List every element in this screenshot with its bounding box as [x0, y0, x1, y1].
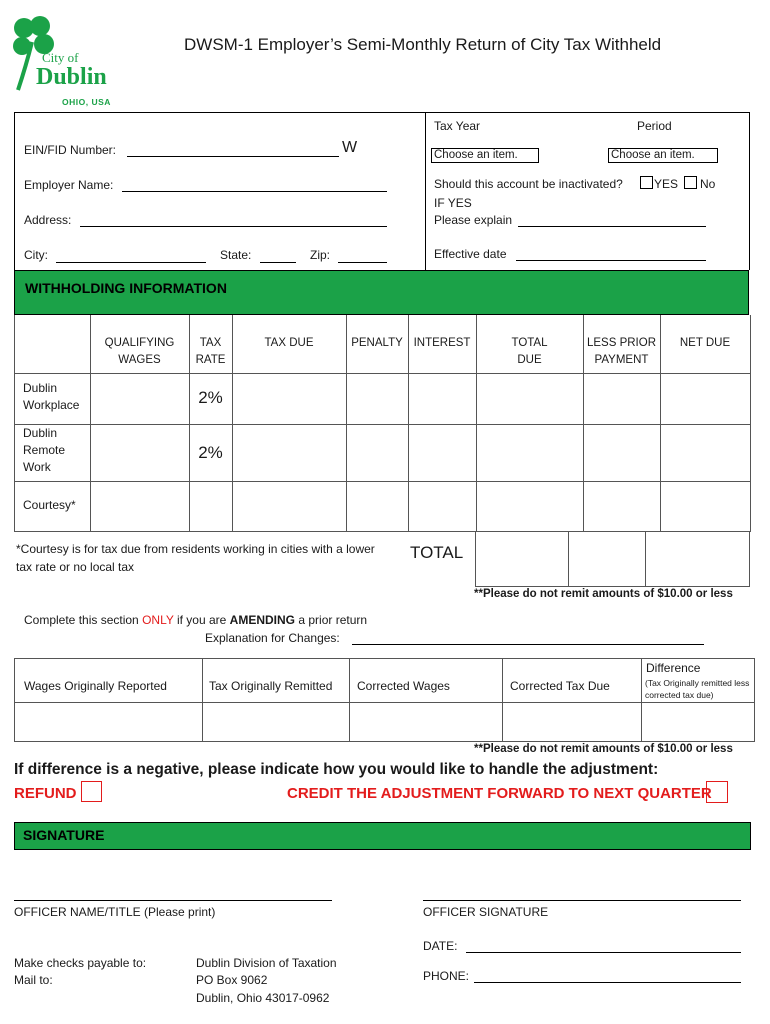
total-box	[475, 532, 750, 587]
no-checkbox[interactable]	[684, 176, 697, 189]
col-difference-sub: (Tax Originally remitted less corrected tax due)	[645, 678, 750, 700]
employer-label: Employer Name:	[24, 178, 114, 192]
officer-signature-input[interactable]	[423, 900, 741, 901]
row-label-courtesy: Courtesy*	[23, 498, 76, 512]
please-explain-label: Please explain	[434, 213, 513, 227]
employer-input[interactable]	[122, 191, 387, 192]
total-label: TOTAL	[410, 543, 464, 562]
input-wages-originally-reported[interactable]	[16, 704, 201, 741]
remit-note-2: **Please do not remit amounts of $10.00 or less	[474, 743, 733, 755]
withholding-heading	[14, 270, 749, 315]
courtesy-note: *Courtesy is for tax due from residents working in cities with a lower tax rate or no local tax	[16, 542, 375, 574]
ein-input[interactable]	[127, 156, 339, 157]
zip-input[interactable]	[338, 262, 387, 263]
signature-heading	[14, 822, 751, 850]
input-difference[interactable]	[642, 704, 754, 741]
phone-label: PHONE:	[423, 969, 470, 983]
amending-table	[14, 658, 755, 742]
col-corrected-wages: Corrected Wages	[357, 679, 450, 693]
effective-date-label: Effective date	[434, 247, 507, 261]
credit-label: CREDIT THE ADJUSTMENT FORWARD TO NEXT QUARTER	[287, 785, 712, 802]
yes-label: YES	[654, 177, 679, 191]
date-label: DATE:	[423, 939, 458, 953]
mail-label: Mail to:	[14, 973, 53, 987]
adjustment-question: If difference is a negative, please indicate how you would like to handle the adjustment:	[14, 761, 659, 778]
amending-intro: Complete this section ONLY if you are AMENDING a prior return	[24, 613, 368, 627]
rate-remote: 2%	[198, 443, 223, 462]
input-corrected-wages[interactable]	[350, 704, 501, 741]
phone-input[interactable]	[474, 982, 741, 983]
remit-note-1: **Please do not remit amounts of $10.00 or less	[474, 588, 733, 600]
form-title: DWSM-1 Employer’s Semi-Monthly Return of City Tax Withheld	[184, 35, 662, 54]
period-select[interactable]: Choose an item.	[608, 148, 718, 163]
inactivate-question: Should this account be inactivated?	[434, 177, 623, 191]
address-label: Address:	[24, 213, 72, 227]
officer-name-input[interactable]	[14, 900, 332, 901]
explanation-input[interactable]	[352, 644, 704, 645]
po-box: PO Box 9062	[196, 973, 268, 987]
refund-label: REFUND	[14, 785, 77, 802]
payee: Dublin Division of Taxation	[196, 956, 337, 970]
refund-checkbox[interactable]	[81, 781, 102, 802]
tax-year-label: Tax Year	[434, 119, 481, 133]
input-workplace-wages[interactable]	[91, 374, 188, 423]
payable-label: Make checks payable to:	[14, 956, 147, 970]
effective-date-input[interactable]	[516, 260, 706, 261]
col-qualifying-wages: QUALIFYING WAGES	[104, 337, 175, 366]
withholding-table	[14, 315, 750, 532]
if-yes-label: IF YES	[434, 196, 472, 210]
input-corrected-tax-due[interactable]	[503, 704, 640, 741]
credit-checkbox[interactable]	[706, 781, 728, 803]
logo-ohio: OHIO, USA	[62, 97, 111, 107]
col-corrected-tax-due: Corrected Tax Due	[510, 679, 610, 693]
city-state-zip: Dublin, Ohio 43017-0962	[196, 991, 330, 1005]
input-tax-originally-remitted[interactable]	[203, 704, 348, 741]
input-courtesy-wages[interactable]	[91, 482, 188, 530]
rate-workplace: 2%	[198, 388, 223, 407]
officer-signature-label: OFFICER SIGNATURE	[423, 905, 549, 919]
header-divider	[425, 112, 426, 270]
state-label: State:	[220, 248, 252, 262]
signature-heading-text: SIGNATURE	[23, 827, 105, 843]
period-label: Period	[637, 119, 672, 133]
col-less-prior-payment: LESS PRIOR PAYMENT	[586, 337, 657, 366]
explain-input[interactable]	[518, 226, 706, 227]
col-net-due: NET DUE	[679, 337, 731, 349]
col-interest: INTEREST	[413, 337, 471, 349]
city-logo	[12, 16, 112, 110]
col-tax-rate: TAX RATE	[195, 337, 226, 366]
col-tax-due: TAX DUE	[264, 337, 314, 349]
col-tax-originally-remitted: Tax Originally Remitted	[209, 679, 333, 693]
city-input[interactable]	[56, 262, 206, 263]
explanation-label: Explanation for Changes:	[205, 631, 340, 645]
row-label-workplace: Dublin Workplace	[23, 381, 80, 412]
address-input[interactable]	[80, 226, 387, 227]
city-label: City:	[24, 248, 48, 262]
no-label: No	[700, 177, 716, 191]
state-input[interactable]	[260, 262, 296, 263]
col-penalty: PENALTY	[351, 337, 403, 349]
input-remote-wages[interactable]	[91, 425, 188, 480]
row-label-remote: Dublin Remote Work	[23, 426, 66, 474]
ein-suffix: W	[342, 139, 358, 156]
withholding-heading-text: WITHHOLDING INFORMATION	[25, 280, 227, 296]
col-wages-originally-reported: Wages Originally Reported	[24, 679, 167, 693]
zip-label: Zip:	[310, 248, 331, 262]
col-total-due: TOTAL DUE	[511, 337, 548, 366]
ein-label: EIN/FID Number:	[24, 143, 117, 157]
logo-dublin: Dublin	[36, 64, 107, 90]
officer-name-label: OFFICER NAME/TITLE (Please print)	[14, 905, 216, 919]
col-difference: Difference	[646, 661, 701, 675]
yes-checkbox[interactable]	[640, 176, 653, 189]
tax-year-select[interactable]: Choose an item.	[431, 148, 539, 163]
logo-city-of: City of	[42, 50, 79, 65]
date-input[interactable]	[466, 952, 741, 953]
